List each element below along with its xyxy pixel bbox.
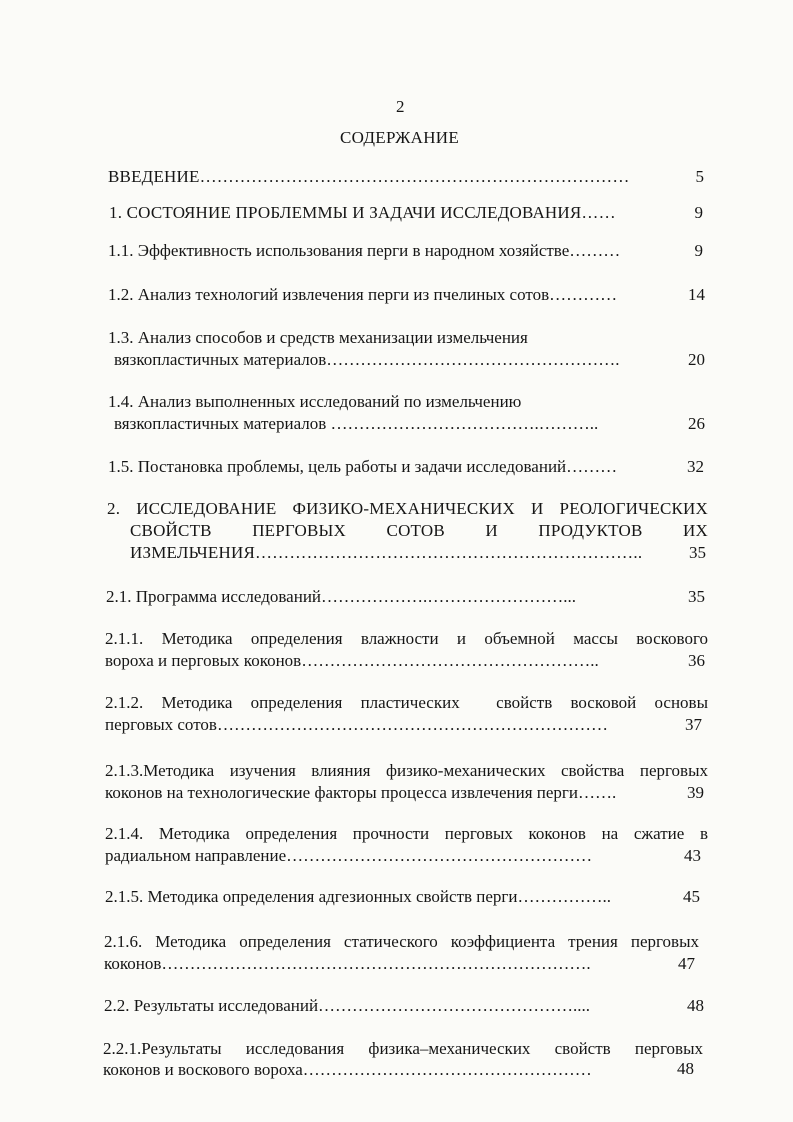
toc-entry-title: 2.1. Программа исследований……………….……………………...	[106, 587, 577, 606]
toc-entry-title-cont: вязкопластичных материалов ……………………………….………..	[114, 414, 599, 433]
toc-entry-title-cont: ИЗМЕЛЬЧЕНИЯ…………………………………………………………..	[130, 543, 643, 562]
toc-entry-title: 1. СОСТОЯНИЕ ПРОБЛЕММЫ И ЗАДАЧИ ИССЛЕДОВАНИЯ……	[109, 203, 616, 222]
toc-entry-page: 35	[689, 543, 706, 562]
toc-entry-title: 2. ИССЛЕДОВАНИЕ ФИЗИКО-МЕХАНИЧЕСКИХ И РЕОЛОГИЧЕСКИХ	[107, 499, 708, 518]
page-title: СОДЕРЖАНИЕ	[340, 128, 460, 147]
toc-entry-title: 2.1.2. Методика определения пластических свойств восковой основы	[105, 693, 708, 712]
toc-entry-title: 1.3. Анализ способов и средств механизации измельчения	[108, 328, 528, 347]
toc-entry-page: 5	[695, 167, 704, 186]
toc-entry-title: 1.4. Анализ выполненных исследований по измельчению	[108, 392, 522, 411]
toc-entry-title: ВВЕДЕНИЕ…………………………………………………………………	[108, 167, 630, 186]
toc-entry-page: 43	[684, 846, 701, 865]
toc-entry-title-cont: СВОЙСТВ ПЕРГОВЫХ СОТОВ И ПРОДУКТОВ ИХ	[130, 521, 708, 540]
toc-entry-page: 47	[678, 954, 695, 973]
toc-entry-title: 2.1.5. Методика определения адгезионных свойств перги……………..	[105, 887, 611, 906]
toc-entry-title: 2.2. Результаты исследований………………………………………....	[104, 996, 591, 1015]
toc-entry-title-cont: коконов………………………………………………………………….	[104, 954, 591, 973]
toc-entry-page: 9	[694, 203, 703, 222]
toc-entry-title-cont: вязкопластичных материалов…………………………………………….	[114, 350, 620, 369]
toc-entry-page: 36	[688, 651, 705, 670]
toc-entry-title: 1.1. Эффективность использования перги в народном хозяйстве………	[108, 241, 621, 260]
toc-entry-page: 35	[688, 587, 705, 606]
toc-entry-title-cont: коконов и воскового вороха……………………………………………	[103, 1060, 592, 1079]
toc-entry-title: 1.2. Анализ технологий извлечения перги из пчелиных сотов…………	[108, 285, 618, 304]
toc-entry-title-cont: вороха и перговых коконов……………………………………………..	[105, 651, 599, 670]
toc-entry-title: 2.1.1. Методика определения влажности и объемной массы воскового	[105, 629, 708, 648]
toc-entry-page: 32	[687, 457, 704, 476]
toc-entry-title: 1.5. Постановка проблемы, цель работы и задачи исследований………	[108, 457, 618, 476]
toc-entry-page: 26	[688, 414, 705, 433]
toc-entry-page: 14	[688, 285, 705, 304]
toc-entry-title: 2.1.4. Методика определения прочности перговых коконов на сжатие в	[105, 824, 708, 843]
toc-entry-title: 2.2.1.Результаты исследования физика–механических свойств перговых	[103, 1039, 703, 1058]
toc-entry-page: 9	[694, 241, 703, 260]
toc-entry-page: 45	[683, 887, 700, 906]
toc-entry-page: 39	[687, 783, 704, 802]
toc-entry-page: 48	[687, 996, 704, 1015]
toc-entry-title-cont: перговых сотов……………………………………………………………	[105, 715, 608, 734]
toc-entry-title: 2.1.3.Методика изучения влияния физико-механических свойства перговых	[105, 761, 708, 780]
toc-entry-title-cont: коконов на технологические факторы процесса извлечения перги…….	[105, 783, 617, 802]
toc-entry-page: 37	[685, 715, 702, 734]
toc-entry-page: 20	[688, 350, 705, 369]
page-number: 2	[396, 97, 405, 116]
toc-entry-title: 2.1.6. Методика определения статического коэффициента трения перговых	[104, 932, 699, 951]
toc-entry-page: 48	[677, 1059, 694, 1078]
toc-entry-title-cont: радиальном направление………………………………………………	[105, 846, 593, 865]
